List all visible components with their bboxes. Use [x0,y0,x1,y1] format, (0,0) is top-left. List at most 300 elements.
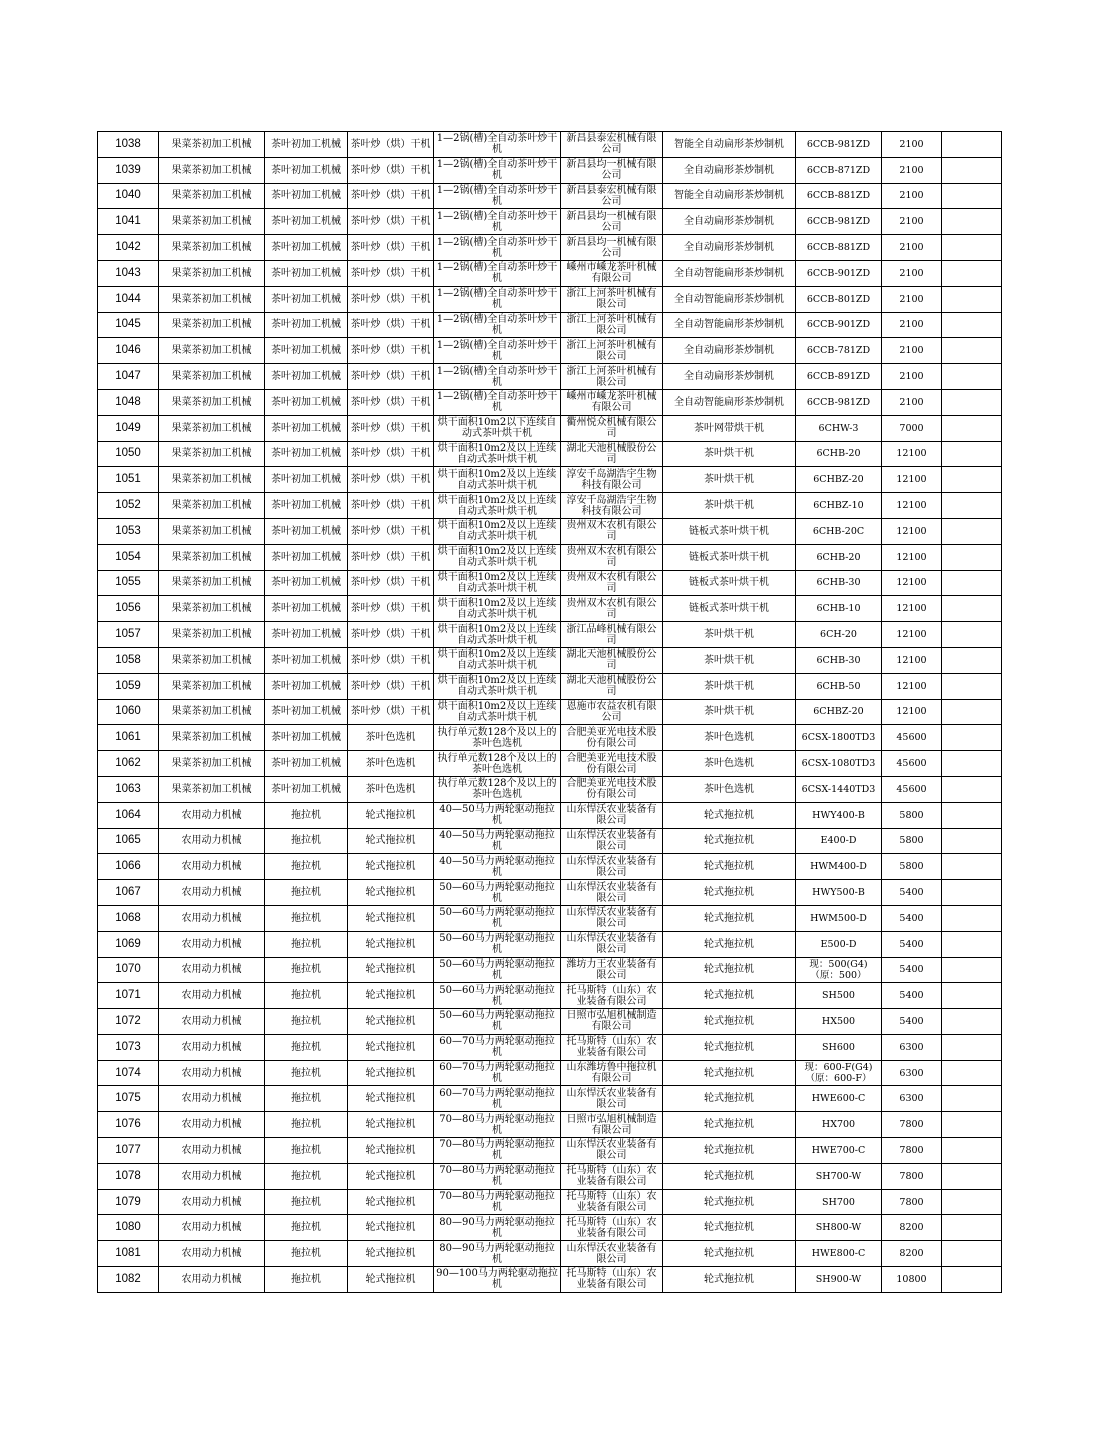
remark-cell [942,1241,1002,1267]
product-name-cell: 茶叶烘干机 [663,673,796,699]
table-row [98,1112,1002,1138]
category-cell: 农用动力机械 [159,1034,265,1060]
remark-cell [942,518,1002,544]
subcategory-cell: 拖拉机 [265,828,348,854]
table-row [98,725,1002,751]
grade-description-cell: 烘干面积10m2及以上连续自动式茶叶烘干机 [434,673,561,699]
table-body [98,132,1002,1293]
model-cell: SH500 [796,983,882,1009]
row-number-cell: 1082 [98,1267,159,1293]
category-cell: 果菜茶初加工机械 [159,699,265,725]
category-cell: 果菜茶初加工机械 [159,570,265,596]
remark-cell [942,286,1002,312]
subcategory-cell: 茶叶初加工机械 [265,260,348,286]
grade-description-cell: 60—70马力两轮驱动拖拉机 [434,1086,561,1112]
product-name-cell: 轮式拖拉机 [663,854,796,880]
table-row [98,312,1002,338]
subsidy-amount-cell: 45600 [882,751,942,777]
category-cell: 果菜茶初加工机械 [159,467,265,493]
subcategory-cell: 拖拉机 [265,1060,348,1086]
manufacturer-cell: 浙江上河茶叶机械有限公司 [561,312,663,338]
grade-description-cell: 执行单元数128个及以上的茶叶色选机 [434,751,561,777]
product-name-cell: 轮式拖拉机 [663,957,796,983]
row-number-cell: 1050 [98,441,159,467]
item-type-cell: 茶叶色选机 [348,776,434,802]
product-name-cell: 茶叶色选机 [663,776,796,802]
item-type-cell: 茶叶炒（烘）干机 [348,286,434,312]
table-row [98,157,1002,183]
subsidy-amount-cell: 2100 [882,183,942,209]
category-cell: 农用动力机械 [159,1086,265,1112]
grade-description-cell: 50—60马力两轮驱动拖拉机 [434,905,561,931]
category-cell: 果菜茶初加工机械 [159,415,265,441]
subsidy-amount-cell: 2100 [882,132,942,158]
subcategory-cell: 茶叶初加工机械 [265,235,348,261]
subcategory-cell: 茶叶初加工机械 [265,673,348,699]
item-type-cell: 茶叶炒（烘）干机 [348,699,434,725]
manufacturer-cell: 新昌县均一机械有限公司 [561,157,663,183]
subcategory-cell: 拖拉机 [265,1112,348,1138]
manufacturer-cell: 贵州双木农机有限公司 [561,596,663,622]
remark-cell [942,467,1002,493]
product-name-cell: 轮式拖拉机 [663,828,796,854]
row-number-cell: 1047 [98,364,159,390]
grade-description-cell: 烘干面积10m2及以上连续自动式茶叶烘干机 [434,467,561,493]
row-number-cell: 1076 [98,1112,159,1138]
item-type-cell: 茶叶炒（烘）干机 [348,209,434,235]
remark-cell [942,389,1002,415]
table-row [98,441,1002,467]
manufacturer-cell: 山东悍沃农业装备有限公司 [561,1138,663,1164]
grade-description-cell: 1—2锅(槽)全自动茶叶炒干机 [434,312,561,338]
table-row [98,544,1002,570]
subcategory-cell: 茶叶初加工机械 [265,338,348,364]
grade-description-cell: 50—60马力两轮驱动拖拉机 [434,1009,561,1035]
product-name-cell: 全自动扁形茶炒制机 [663,157,796,183]
grade-description-cell: 烘干面积10m2及以上连续自动式茶叶烘干机 [434,441,561,467]
item-type-cell: 茶叶炒（烘）干机 [348,312,434,338]
model-cell: 6CHBZ-10 [796,493,882,519]
manufacturer-cell: 嵊州市嵊龙茶叶机械有限公司 [561,389,663,415]
subcategory-cell: 茶叶初加工机械 [265,647,348,673]
grade-description-cell: 90—100马力两轮驱动拖拉机 [434,1267,561,1293]
category-cell: 果菜茶初加工机械 [159,647,265,673]
subcategory-cell: 茶叶初加工机械 [265,312,348,338]
category-cell: 果菜茶初加工机械 [159,751,265,777]
subcategory-cell: 拖拉机 [265,1034,348,1060]
manufacturer-cell: 新昌县泰宏机械有限公司 [561,183,663,209]
row-number-cell: 1081 [98,1241,159,1267]
table-row [98,828,1002,854]
row-number-cell: 1049 [98,415,159,441]
remark-cell [942,1034,1002,1060]
product-name-cell: 轮式拖拉机 [663,1163,796,1189]
remark-cell [942,364,1002,390]
table-row [98,570,1002,596]
subcategory-cell: 拖拉机 [265,854,348,880]
table-row [98,235,1002,261]
category-cell: 果菜茶初加工机械 [159,209,265,235]
table-row [98,518,1002,544]
grade-description-cell: 执行单元数128个及以上的茶叶色选机 [434,776,561,802]
manufacturer-cell: 浙江品峰机械有限公司 [561,622,663,648]
subsidy-amount-cell: 2100 [882,260,942,286]
row-number-cell: 1054 [98,544,159,570]
subcategory-cell: 茶叶初加工机械 [265,286,348,312]
category-cell: 农用动力机械 [159,957,265,983]
table-row [98,1241,1002,1267]
subsidy-amount-cell: 7800 [882,1138,942,1164]
grade-description-cell: 1—2锅(槽)全自动茶叶炒干机 [434,235,561,261]
subsidy-amount-cell: 12100 [882,467,942,493]
table-row [98,415,1002,441]
table-row [98,596,1002,622]
product-name-cell: 轮式拖拉机 [663,983,796,1009]
remark-cell [942,260,1002,286]
manufacturer-cell: 托马斯特（山东）农业装备有限公司 [561,1215,663,1241]
manufacturer-cell: 山东悍沃农业装备有限公司 [561,854,663,880]
product-name-cell: 茶叶网带烘干机 [663,415,796,441]
subcategory-cell: 拖拉机 [265,1086,348,1112]
category-cell: 农用动力机械 [159,802,265,828]
model-cell: 6CCB-981ZD [796,389,882,415]
subsidy-amount-cell: 12100 [882,570,942,596]
subsidy-amount-cell: 5800 [882,828,942,854]
product-name-cell: 轮式拖拉机 [663,1215,796,1241]
item-type-cell: 轮式拖拉机 [348,1215,434,1241]
table-row [98,751,1002,777]
category-cell: 农用动力机械 [159,880,265,906]
item-type-cell: 轮式拖拉机 [348,1241,434,1267]
row-number-cell: 1072 [98,1009,159,1035]
manufacturer-cell: 山东潍坊鲁中拖拉机有限公司 [561,1060,663,1086]
model-cell: 6CHB-20 [796,544,882,570]
row-number-cell: 1071 [98,983,159,1009]
manufacturer-cell: 淳安千岛湖浩宇生物科技有限公司 [561,467,663,493]
subsidy-amount-cell: 2100 [882,235,942,261]
table-row [98,1138,1002,1164]
manufacturer-cell: 潍坊力王农业装备有限公司 [561,957,663,983]
remark-cell [942,854,1002,880]
subsidy-amount-cell: 12100 [882,518,942,544]
category-cell: 果菜茶初加工机械 [159,157,265,183]
remark-cell [942,1112,1002,1138]
table-row [98,364,1002,390]
remark-cell [942,751,1002,777]
row-number-cell: 1066 [98,854,159,880]
manufacturer-cell: 托马斯特（山东）农业装备有限公司 [561,1034,663,1060]
model-cell: 6CCB-781ZD [796,338,882,364]
subcategory-cell: 拖拉机 [265,1163,348,1189]
remark-cell [942,209,1002,235]
grade-description-cell: 70—80马力两轮驱动拖拉机 [434,1112,561,1138]
manufacturer-cell: 山东悍沃农业装备有限公司 [561,802,663,828]
subsidy-amount-cell: 8200 [882,1215,942,1241]
remark-cell [942,1009,1002,1035]
category-cell: 农用动力机械 [159,1215,265,1241]
model-cell: 6CHB-20 [796,441,882,467]
row-number-cell: 1078 [98,1163,159,1189]
category-cell: 果菜茶初加工机械 [159,596,265,622]
manufacturer-cell: 托马斯特（山东）农业装备有限公司 [561,1189,663,1215]
remark-cell [942,802,1002,828]
row-number-cell: 1043 [98,260,159,286]
row-number-cell: 1040 [98,183,159,209]
row-number-cell: 1041 [98,209,159,235]
row-number-cell: 1075 [98,1086,159,1112]
manufacturer-cell: 托马斯特（山东）农业装备有限公司 [561,1267,663,1293]
item-type-cell: 茶叶炒（烘）干机 [348,157,434,183]
subsidy-amount-cell: 5800 [882,854,942,880]
category-cell: 果菜茶初加工机械 [159,493,265,519]
grade-description-cell: 60—70马力两轮驱动拖拉机 [434,1060,561,1086]
product-name-cell: 全自动智能扁形茶炒制机 [663,312,796,338]
model-cell: 6CCB-981ZD [796,209,882,235]
grade-description-cell: 烘干面积10m2及以上连续自动式茶叶烘干机 [434,622,561,648]
subsidy-amount-cell: 6300 [882,1060,942,1086]
category-cell: 农用动力机械 [159,1241,265,1267]
grade-description-cell: 1—2锅(槽)全自动茶叶炒干机 [434,286,561,312]
subsidy-amount-cell: 2100 [882,389,942,415]
remark-cell [942,957,1002,983]
subcategory-cell: 茶叶初加工机械 [265,132,348,158]
remark-cell [942,725,1002,751]
table-row [98,905,1002,931]
table-row [98,209,1002,235]
model-cell: 6CHBZ-20 [796,699,882,725]
row-number-cell: 1057 [98,622,159,648]
remark-cell [942,1163,1002,1189]
subcategory-cell: 拖拉机 [265,802,348,828]
remark-cell [942,235,1002,261]
table-row [98,1034,1002,1060]
remark-cell [942,931,1002,957]
item-type-cell: 茶叶炒（烘）干机 [348,673,434,699]
manufacturer-cell: 托马斯特（山东）农业装备有限公司 [561,983,663,1009]
model-cell: HWM400-D [796,854,882,880]
subcategory-cell: 拖拉机 [265,1241,348,1267]
subcategory-cell: 拖拉机 [265,957,348,983]
row-number-cell: 1056 [98,596,159,622]
category-cell: 果菜茶初加工机械 [159,132,265,158]
model-cell: SH700-W [796,1163,882,1189]
table-row [98,467,1002,493]
table-row [98,389,1002,415]
product-name-cell: 全自动智能扁形茶炒制机 [663,389,796,415]
row-number-cell: 1074 [98,1060,159,1086]
manufacturer-cell: 山东悍沃农业装备有限公司 [561,905,663,931]
table-row [98,1215,1002,1241]
row-number-cell: 1080 [98,1215,159,1241]
item-type-cell: 轮式拖拉机 [348,931,434,957]
product-name-cell: 链板式茶叶烘干机 [663,570,796,596]
model-cell: 6CSX-1800TD3 [796,725,882,751]
subsidy-amount-cell: 12100 [882,544,942,570]
grade-description-cell: 烘干面积10m2及以上连续自动式茶叶烘干机 [434,518,561,544]
row-number-cell: 1039 [98,157,159,183]
item-type-cell: 轮式拖拉机 [348,828,434,854]
row-number-cell: 1063 [98,776,159,802]
item-type-cell: 轮式拖拉机 [348,880,434,906]
grade-description-cell: 1—2锅(槽)全自动茶叶炒干机 [434,132,561,158]
category-cell: 农用动力机械 [159,1112,265,1138]
grade-description-cell: 80—90马力两轮驱动拖拉机 [434,1241,561,1267]
subsidy-table [97,131,1002,1293]
product-name-cell: 全自动扁形茶炒制机 [663,364,796,390]
category-cell: 果菜茶初加工机械 [159,725,265,751]
manufacturer-cell: 新昌县均一机械有限公司 [561,209,663,235]
category-cell: 农用动力机械 [159,931,265,957]
manufacturer-cell: 衢州悦众机械有限公司 [561,415,663,441]
grade-description-cell: 烘干面积10m2及以上连续自动式茶叶烘干机 [434,699,561,725]
remark-cell [942,647,1002,673]
row-number-cell: 1069 [98,931,159,957]
manufacturer-cell: 淳安千岛湖浩宇生物科技有限公司 [561,493,663,519]
table-row [98,1060,1002,1086]
remark-cell [942,1086,1002,1112]
manufacturer-cell: 合肥美亚光电技术股份有限公司 [561,751,663,777]
item-type-cell: 轮式拖拉机 [348,1034,434,1060]
item-type-cell: 茶叶炒（烘）干机 [348,235,434,261]
subcategory-cell: 茶叶初加工机械 [265,725,348,751]
subsidy-amount-cell: 5400 [882,905,942,931]
row-number-cell: 1048 [98,389,159,415]
subcategory-cell: 茶叶初加工机械 [265,415,348,441]
remark-cell [942,493,1002,519]
product-name-cell: 茶叶色选机 [663,751,796,777]
model-cell: SH800-W [796,1215,882,1241]
product-name-cell: 茶叶烘干机 [663,493,796,519]
product-name-cell: 茶叶烘干机 [663,467,796,493]
subsidy-amount-cell: 5400 [882,880,942,906]
item-type-cell: 茶叶炒（烘）干机 [348,596,434,622]
row-number-cell: 1051 [98,467,159,493]
subcategory-cell: 茶叶初加工机械 [265,183,348,209]
row-number-cell: 1073 [98,1034,159,1060]
product-name-cell: 全自动扁形茶炒制机 [663,235,796,261]
row-number-cell: 1045 [98,312,159,338]
row-number-cell: 1058 [98,647,159,673]
product-name-cell: 轮式拖拉机 [663,880,796,906]
category-cell: 农用动力机械 [159,828,265,854]
item-type-cell: 茶叶炒（烘）干机 [348,441,434,467]
row-number-cell: 1059 [98,673,159,699]
subcategory-cell: 拖拉机 [265,1267,348,1293]
product-name-cell: 智能全自动扁形茶炒制机 [663,183,796,209]
category-cell: 农用动力机械 [159,1163,265,1189]
item-type-cell: 轮式拖拉机 [348,854,434,880]
subcategory-cell: 拖拉机 [265,905,348,931]
category-cell: 农用动力机械 [159,905,265,931]
item-type-cell: 茶叶炒（烘）干机 [348,570,434,596]
category-cell: 果菜茶初加工机械 [159,518,265,544]
table-row [98,622,1002,648]
manufacturer-cell: 山东悍沃农业装备有限公司 [561,828,663,854]
item-type-cell: 茶叶炒（烘）干机 [348,622,434,648]
remark-cell [942,622,1002,648]
model-cell: HWE600-C [796,1086,882,1112]
model-cell: SH600 [796,1034,882,1060]
product-name-cell: 茶叶烘干机 [663,647,796,673]
subsidy-amount-cell: 7000 [882,415,942,441]
grade-description-cell: 50—60马力两轮驱动拖拉机 [434,880,561,906]
grade-description-cell: 烘干面积10m2及以上连续自动式茶叶烘干机 [434,596,561,622]
model-cell: 6CSX-1440TD3 [796,776,882,802]
subsidy-amount-cell: 5400 [882,931,942,957]
subsidy-amount-cell: 5400 [882,957,942,983]
subsidy-amount-cell: 7800 [882,1163,942,1189]
row-number-cell: 1068 [98,905,159,931]
remark-cell [942,157,1002,183]
product-name-cell: 轮式拖拉机 [663,1138,796,1164]
model-cell: 6CHB-30 [796,647,882,673]
subcategory-cell: 茶叶初加工机械 [265,389,348,415]
subcategory-cell: 拖拉机 [265,1189,348,1215]
subsidy-amount-cell: 7800 [882,1112,942,1138]
model-cell: 现：600-F(G4)（原：600-F） [796,1060,882,1086]
table-row [98,1086,1002,1112]
item-type-cell: 茶叶炒（烘）干机 [348,518,434,544]
table-row [98,132,1002,158]
manufacturer-cell: 新昌县泰宏机械有限公司 [561,132,663,158]
row-number-cell: 1052 [98,493,159,519]
category-cell: 果菜茶初加工机械 [159,776,265,802]
table-row [98,1267,1002,1293]
row-number-cell: 1070 [98,957,159,983]
row-number-cell: 1060 [98,699,159,725]
subcategory-cell: 拖拉机 [265,983,348,1009]
model-cell: 6CCB-891ZD [796,364,882,390]
model-cell: E500-D [796,931,882,957]
table-row [98,647,1002,673]
model-cell: 现：500(G4)（原：500） [796,957,882,983]
category-cell: 果菜茶初加工机械 [159,312,265,338]
row-number-cell: 1077 [98,1138,159,1164]
model-cell: 6CCB-901ZD [796,260,882,286]
product-name-cell: 轮式拖拉机 [663,1189,796,1215]
remark-cell [942,596,1002,622]
table-row [98,260,1002,286]
product-name-cell: 轮式拖拉机 [663,1241,796,1267]
grade-description-cell: 1—2锅(槽)全自动茶叶炒干机 [434,260,561,286]
item-type-cell: 轮式拖拉机 [348,802,434,828]
grade-description-cell: 烘干面积10m2及以上连续自动式茶叶烘干机 [434,570,561,596]
table-row [98,286,1002,312]
model-cell: 6CHB-20C [796,518,882,544]
category-cell: 果菜茶初加工机械 [159,673,265,699]
model-cell: 6CCB-801ZD [796,286,882,312]
item-type-cell: 轮式拖拉机 [348,1112,434,1138]
product-name-cell: 链板式茶叶烘干机 [663,518,796,544]
category-cell: 果菜茶初加工机械 [159,389,265,415]
subcategory-cell: 茶叶初加工机械 [265,751,348,777]
subcategory-cell: 茶叶初加工机械 [265,596,348,622]
subsidy-amount-cell: 12100 [882,493,942,519]
product-name-cell: 全自动智能扁形茶炒制机 [663,260,796,286]
manufacturer-cell: 日照市弘旭机械制造有限公司 [561,1112,663,1138]
table-row [98,957,1002,983]
item-type-cell: 轮式拖拉机 [348,1267,434,1293]
model-cell: 6CH-20 [796,622,882,648]
remark-cell [942,880,1002,906]
remark-cell [942,338,1002,364]
manufacturer-cell: 贵州双木农机有限公司 [561,518,663,544]
subsidy-amount-cell: 8200 [882,1241,942,1267]
subsidy-amount-cell: 2100 [882,364,942,390]
manufacturer-cell: 日照市弘旭机械制造有限公司 [561,1009,663,1035]
subcategory-cell: 茶叶初加工机械 [265,364,348,390]
subcategory-cell: 拖拉机 [265,880,348,906]
